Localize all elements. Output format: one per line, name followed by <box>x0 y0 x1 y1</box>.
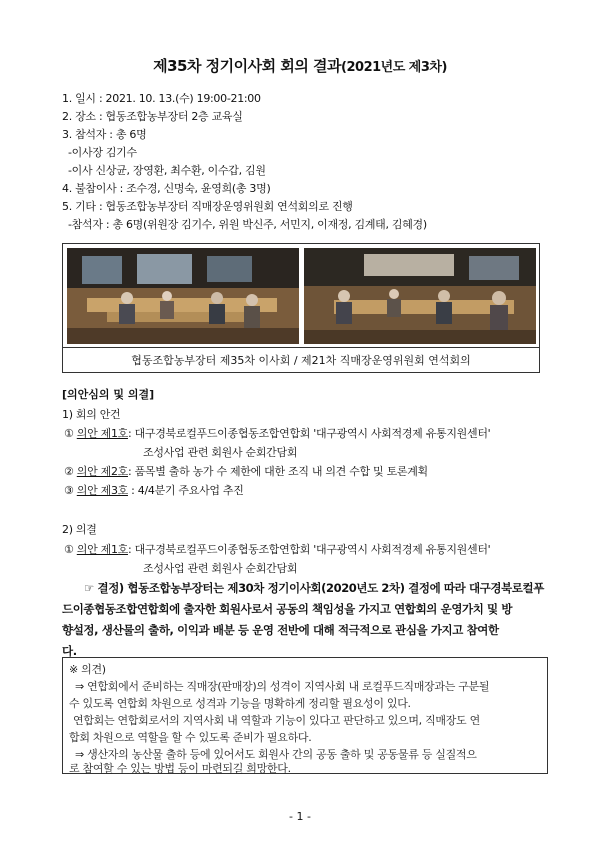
agenda-title: 1) 회의 안건 <box>62 408 121 421</box>
info-etc: 5. 기타 : 협동조합농부장터 직매장운영위원회 연석회의로 진행 <box>62 200 353 213</box>
agenda-item-1-label: 의안 제1호 <box>76 427 128 440</box>
resolution-title: 2) 의결 <box>62 523 97 536</box>
resolution-item-1-cont: 조성사업 관련 회원사 순회간담회 <box>143 562 298 575</box>
info-committee-attendees: -참석자 : 총 6명(위원장 김기수, 위원 박신주, 서민지, 이재정, 김계태, 김혜경) <box>68 218 427 231</box>
opinion-line-4: 합회 차원으로 역할을 할 수 있도록 준비가 필요하다. <box>69 731 312 744</box>
agenda-item-3-label: 의안 제3호 <box>76 484 128 497</box>
page-title <box>0 55 600 76</box>
decision-line-2: 드이종협동조합연합회에 출자한 회원사로서 공동의 책임성을 가지고 연합회의 운영가치 및 방 <box>62 602 513 616</box>
info-attendees: 3. 참석자 : 총 6명 <box>62 128 147 141</box>
opinion-line-3: 연합회는 연합회로서의 지역사회 내 역할과 기능이 있다고 판단하고 있으며, 직매장도 연 <box>73 714 480 727</box>
info-place: 2. 장소 : 협동조합농부장터 2층 교육실 <box>62 110 243 123</box>
agenda-item-1 <box>64 425 490 441</box>
agenda-item-2 <box>64 463 428 479</box>
decision-text <box>62 578 548 662</box>
section-title: [의안심의 및 의결] <box>62 388 155 401</box>
agenda-item-3-text: : 4/4분기 주요사업 추진 <box>127 484 244 497</box>
info-date: 1. 일시 : 2021. 10. 13.(수) 19:00-21:00 <box>62 92 261 105</box>
agenda-item-2-label: 의안 제2호 <box>76 465 128 478</box>
info-directors: -이사 신상균, 장영환, 최수환, 이수갑, 김원 <box>68 164 266 177</box>
agenda-item-2-num: ② <box>64 465 74 478</box>
resolution-item-1-num: ① <box>64 543 74 556</box>
title-main: 제35차 정기이사회 회의 결과 <box>153 57 342 75</box>
agenda-item-1-num: ① <box>64 427 74 440</box>
meeting-photo-2 <box>304 248 536 344</box>
title-sub: (2021년도 제3차) <box>341 60 447 75</box>
info-absent: 4. 불참이사 : 조수경, 신명숙, 윤영희(총 3명) <box>62 182 271 195</box>
agenda-item-3 <box>64 482 244 498</box>
info-chairman: -이사장 김기수 <box>68 146 137 159</box>
opinion-line-6: 로 참여할 수 있는 방법 등이 마련되길 희망한다. <box>69 762 291 775</box>
meeting-photo-1 <box>67 248 299 344</box>
resolution-item-1-text: : 대구경북로컬푸드이종협동조합연합회 '대구광역시 사회적경제 유통지원센터' <box>127 543 491 556</box>
opinion-line-1: ⇒ 연합회에서 준비하는 직매장(판매장)의 성격이 지역사회 내 로컬푸드직매장과는 구분될 <box>75 680 490 693</box>
opinion-line-2: 수 있도록 연합회 차원으로 성격과 기능을 명확하게 정리할 필요성이 있다. <box>69 697 411 710</box>
photo-caption: 협동조합농부장터 제35차 이사회 / 제21차 직매장운영위원회 연석회의 <box>63 347 539 373</box>
opinion-box <box>62 657 548 774</box>
resolution-item-1-label: 의안 제1호 <box>76 543 128 556</box>
resolution-item-1 <box>64 541 490 557</box>
agenda-item-2-text: : 품목별 출하 농가 수 제한에 대한 조직 내 의견 수합 및 토론계획 <box>127 465 428 478</box>
opinion-heading: ※ 의견) <box>69 663 106 676</box>
opinion-line-5: ⇒ 생산자의 농산물 출하 등에 있어서도 회원사 간의 공동 출하 및 공동물류 등 실질적으 <box>75 748 477 761</box>
decision-line-3: 향설정, 생산물의 출하, 이익과 배분 등 운영 전반에 대해 적극적으로 관심을 가지고 참여한 <box>62 623 499 637</box>
agenda-item-3-num: ③ <box>64 484 74 497</box>
photo-box <box>62 243 540 373</box>
decision-line-4: 다. <box>62 644 77 658</box>
agenda-item-1-text: : 대구경북로컬푸드이종협동조합연합회 '대구광역시 사회적경제 유통지원센터' <box>127 427 491 440</box>
decision-line-1: ☞ 결정) 협동조합농부장터는 제30차 정기이사회(2020년도 2차) 결정에 따라 대구경북로컬푸 <box>84 581 544 595</box>
page-number: - 1 - <box>289 810 311 823</box>
agenda-item-1-cont: 조성사업 관련 회원사 순회간담회 <box>143 446 298 459</box>
